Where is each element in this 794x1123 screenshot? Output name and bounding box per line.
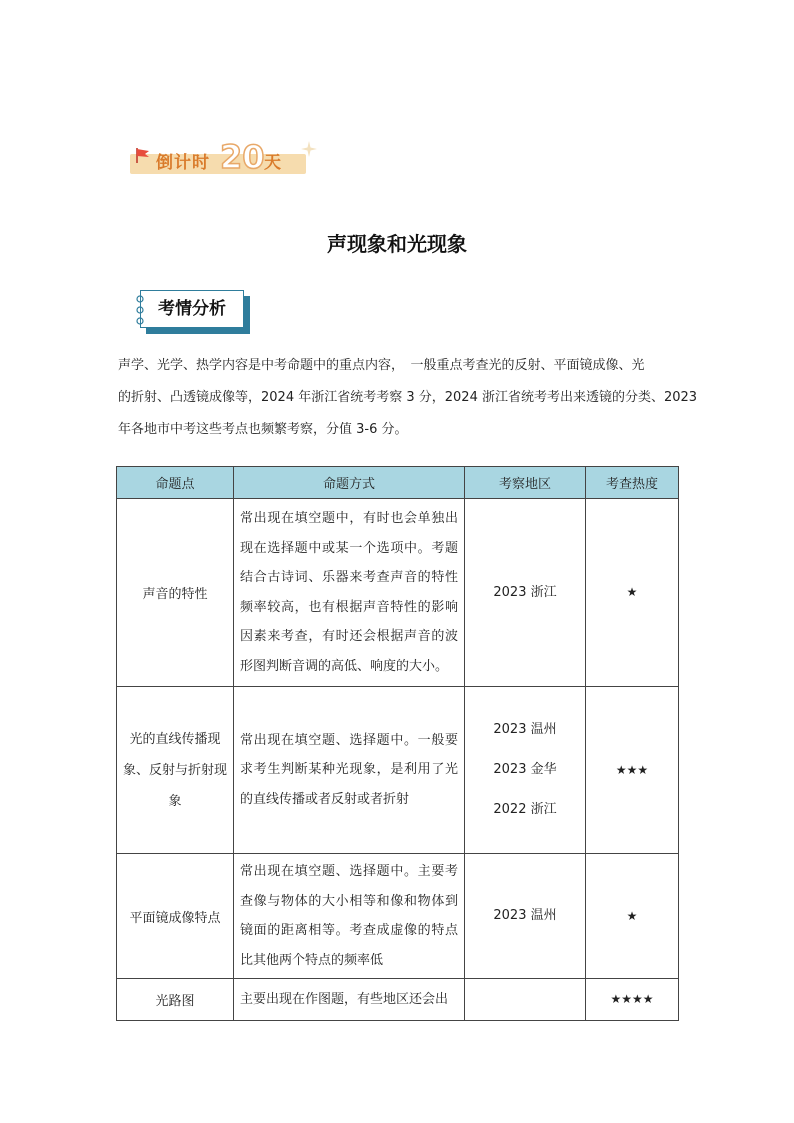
section-heading-label: 考情分析 [158,299,226,319]
cell-region [465,979,586,1021]
table-row [117,687,679,854]
header-point: 命题点 [117,467,234,499]
header-region: 考察地区 [465,467,586,499]
table-header-row [117,467,679,499]
badge-suffix: 天 [264,153,281,173]
sparkle-icon [300,140,318,158]
region-entry: 2023 温州 [493,722,557,737]
intro-line: 的折射、凸透镜成像等，2024 年浙江省统考考察 3 分，2024 浙江省统考考出来透镜的分类、2023 [118,390,698,405]
cell-point: 声音的特性 [117,499,234,687]
cell-method: 常出现在填空题、选择题中。主要考查像与物体的大小相等和像和物体到镜面的距离相等。考查成虚像的特点比其他两个特点的频率低 [234,854,465,979]
cell-point: 光路图 [117,979,234,1021]
table-row [117,854,679,979]
heat-stars: ★ [626,908,638,923]
cell-region [465,854,586,979]
header-heat: 考查热度 [586,467,679,499]
cell-point: 平面镜成像特点 [117,854,234,979]
cell-heat [586,687,679,854]
cell-method: 常出现在填空题中，有时也会单独出现在选择题中或某一个选项中。考题结合古诗词、乐器来考查声音的特性频率较高，也有根据声音特性的影响因素来考查，有时还会根据声音的波形图判断音调的高低、响度的大小。 [234,499,465,687]
cell-heat [586,979,679,1021]
cell-heat [586,854,679,979]
region-entry: 2023 金华 [493,762,557,777]
table-row [117,499,679,687]
countdown-badge [128,140,318,176]
badge-number: 20 [220,138,265,176]
cell-method: 常出现在填空题、选择题中。一般要求考生判断某种光现象，是利用了光的直线传播或者反射或者折射 [234,687,465,854]
header-method: 命题方式 [234,467,465,499]
table-row [117,979,679,1021]
cell-region [465,499,586,687]
region-entry: 2023 浙江 [493,584,557,600]
section-heading [140,290,252,334]
badge-prefix: 倒计时 [156,153,210,173]
region-entry: 2023 温州 [493,908,557,923]
heat-stars: ★★★★ [610,992,654,1006]
intro-line: 年各地市中考这些考点也频繁考察，分值 3-6 分。 [118,422,408,437]
flag-icon [134,146,152,164]
cell-region [465,687,586,854]
intro-paragraph [118,350,698,446]
cell-point: 光的直线传播现象、反射与折射现象 [117,687,234,854]
heat-stars: ★★★ [615,762,649,777]
cell-method: 主要出现在作图题，有些地区还会出 [234,979,465,1021]
region-entry: 2022 浙江 [493,802,557,817]
page-title: 声现象和光现象 [327,232,467,256]
exam-analysis-table [116,466,679,1021]
heat-stars: ★ [626,585,638,599]
cell-heat [586,499,679,687]
intro-line: 声学、光学、热学内容是中考命题中的重点内容， 一般重点考查光的反射、平面镜成像、光 [118,358,645,373]
